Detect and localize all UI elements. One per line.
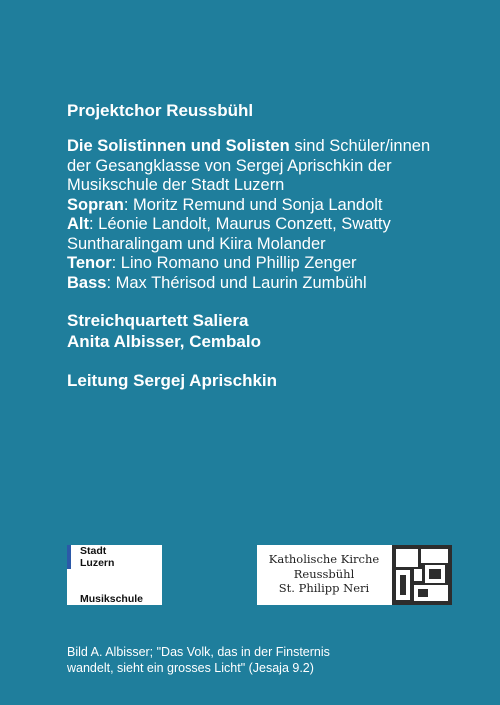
bass-names: : Max Thérisod und Laurin Zumbühl	[106, 273, 367, 292]
alt-label: Alt	[67, 215, 89, 233]
soloists-line-2: der Gesangklasse von Sergej Aprischkin der	[67, 156, 392, 175]
tenor-label: Tenor	[67, 254, 112, 272]
soloists-heading: Die Solistinnen und Solisten	[67, 137, 290, 155]
logo-luzern-line-3: Musikschule	[80, 593, 144, 605]
stadt-luzern-logo	[67, 545, 162, 605]
church-emblem-icon	[392, 545, 452, 605]
soloists-paragraph	[67, 137, 467, 293]
kirche-logo-text	[259, 552, 389, 596]
kirche-reussbuehl-logo	[257, 545, 452, 605]
kirche-logo-line-2: Reussbühl	[293, 566, 355, 581]
direction-block	[67, 370, 467, 391]
direction-line: Leitung Sergej Aprischkin	[67, 371, 278, 390]
soloists-line-3: Musikschule der Stadt Luzern	[67, 176, 285, 194]
ensemble-block	[67, 310, 467, 352]
alt-line	[67, 215, 467, 235]
logo-accent-bar	[67, 545, 71, 569]
page-title: Projektchor Reussbühl	[67, 101, 254, 120]
cembalo-line: Anita Albisser, Cembalo	[67, 332, 261, 351]
kirche-logo-line-3: St. Philipp Neri	[278, 581, 370, 595]
soloists-intro-line	[67, 137, 467, 157]
bass-label: Bass	[67, 273, 107, 292]
tenor-line	[67, 254, 467, 274]
sopran-line	[67, 196, 467, 216]
quartet-line: Streichquartett Saliera	[67, 311, 249, 330]
caption-line-2: wandelt, sieht ein grosses Licht" (Jesaja 9.2)	[67, 661, 314, 675]
soloists-intro-text: sind Schüler/innen	[289, 137, 431, 155]
alt-names: : Léonie Landolt, Maurus Conzett, Swatty	[89, 215, 391, 233]
alt-line-2: Suntharalingam und Kiira Molander	[67, 234, 326, 253]
logo-luzern-line-2: Luzern	[80, 557, 115, 569]
image-caption	[67, 644, 467, 676]
program-content	[67, 100, 467, 391]
sopran-names: : Moritz Remund und Sonja Landolt	[123, 195, 383, 214]
caption-line-1: Bild A. Albisser; "Das Volk, das in der Finsternis	[67, 645, 330, 659]
bass-line	[67, 274, 467, 294]
kirche-logo-line-1: Katholische Kirche	[268, 552, 380, 566]
logo-luzern-line-1: Stadt	[80, 545, 107, 557]
sopran-label: Sopran	[67, 195, 124, 214]
tenor-names: : Lino Romano und Phillip Zenger	[111, 254, 357, 272]
